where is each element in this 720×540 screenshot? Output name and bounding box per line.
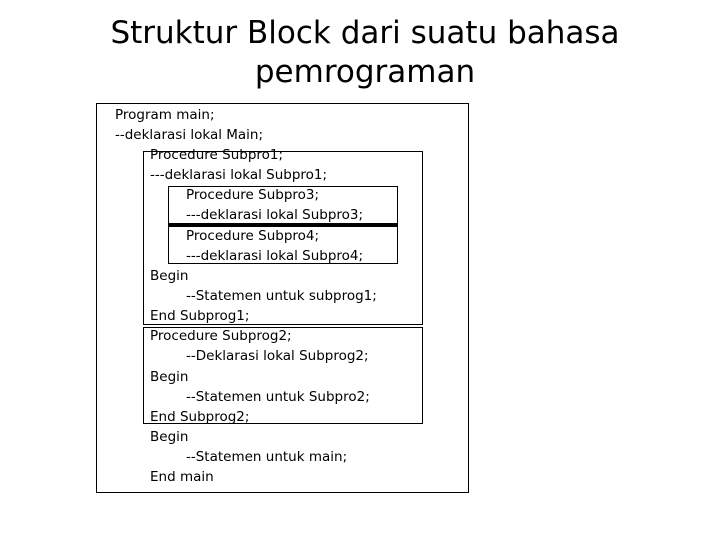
slide-title xyxy=(0,14,720,92)
code-line: Procedure Subpro4; xyxy=(186,228,320,244)
code-line: ---deklarasi lokal Subpro1; xyxy=(150,167,328,183)
slide-title-line-2: pemrograman xyxy=(254,54,476,90)
code-line: --Deklarasi lokal Subprog2; xyxy=(186,348,369,364)
code-line: ---deklarasi lokal Subpro4; xyxy=(186,248,364,264)
code-line: End Subprog2; xyxy=(150,409,250,425)
code-line: Procedure Subpro1; xyxy=(150,147,284,163)
code-line: Begin xyxy=(150,268,189,284)
code-line: Begin xyxy=(150,429,189,445)
code-line: Procedure Subpro3; xyxy=(186,187,320,203)
code-line: Procedure Subprog2; xyxy=(150,328,292,344)
code-line: ---deklarasi lokal Subpro3; xyxy=(186,207,364,223)
code-line: --Statemen untuk main; xyxy=(186,449,348,465)
code-line: Begin xyxy=(150,369,189,385)
code-line: End main xyxy=(150,469,214,485)
slide-title-line-1: Struktur Block dari suatu bahasa xyxy=(110,15,620,51)
code-line: --Statemen untuk Subpro2; xyxy=(186,389,370,405)
code-line: End Subprog1; xyxy=(150,308,250,324)
code-line: Program main; xyxy=(115,107,215,123)
code-line: --deklarasi lokal Main; xyxy=(115,127,264,143)
code-line: --Statemen untuk subprog1; xyxy=(186,288,377,304)
subpro3-subpro4-divider xyxy=(168,223,398,227)
